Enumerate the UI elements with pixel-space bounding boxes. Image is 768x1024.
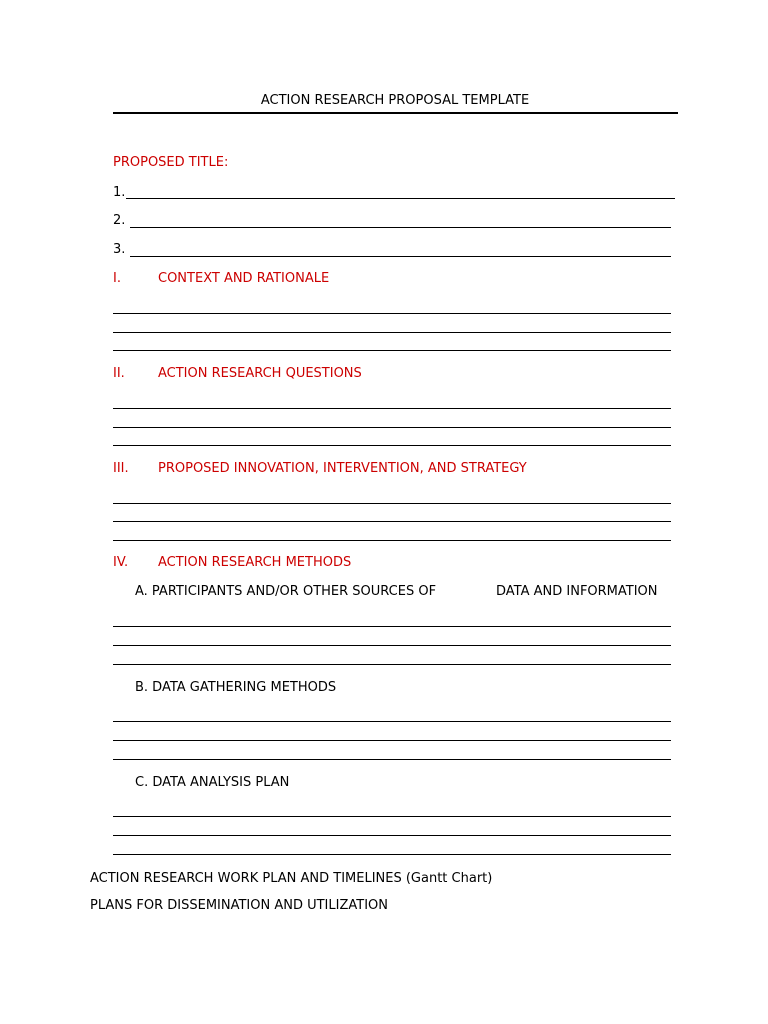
dissemination-label: PLANS FOR DISSEMINATION AND UTILIZATION bbox=[90, 898, 388, 913]
subsection-b-line-1[interactable] bbox=[113, 721, 671, 722]
section-2-line-1[interactable] bbox=[113, 408, 671, 409]
title-item-1-line[interactable] bbox=[126, 198, 675, 199]
subsection-a-line-3[interactable] bbox=[113, 664, 671, 665]
proposed-title-label: PROPOSED TITLE: bbox=[113, 155, 229, 170]
section-4-numeral: IV. bbox=[113, 555, 129, 570]
subsection-a-label: A. PARTICIPANTS AND/OR OTHER SOURCES OF bbox=[135, 584, 437, 599]
title-item-3-line[interactable] bbox=[130, 256, 671, 257]
section-2-line-3[interactable] bbox=[113, 445, 671, 446]
title-underline bbox=[113, 112, 678, 114]
section-1-numeral: I. bbox=[113, 271, 121, 286]
section-3-line-3[interactable] bbox=[113, 540, 671, 541]
title-item-2-number: 2. bbox=[113, 213, 126, 228]
section-1-heading: CONTEXT AND RATIONALE bbox=[158, 271, 330, 286]
section-1-line-3[interactable] bbox=[113, 350, 671, 351]
subsection-c-line-1[interactable] bbox=[113, 816, 671, 817]
subsection-a-line-2[interactable] bbox=[113, 645, 671, 646]
section-2-heading: ACTION RESEARCH QUESTIONS bbox=[158, 366, 362, 381]
section-1-line-1[interactable] bbox=[113, 313, 671, 314]
subsection-c-line-2[interactable] bbox=[113, 835, 671, 836]
section-3-heading: PROPOSED INNOVATION, INTERVENTION, AND STRATEGY bbox=[158, 461, 527, 476]
subsection-b-label: B. DATA GATHERING METHODS bbox=[135, 680, 337, 695]
section-2-line-2[interactable] bbox=[113, 427, 671, 428]
section-2-numeral: II. bbox=[113, 366, 125, 381]
document-title: ACTION RESEARCH PROPOSAL TEMPLATE bbox=[260, 93, 530, 108]
title-item-2-line[interactable] bbox=[130, 227, 671, 228]
subsection-b-line-3[interactable] bbox=[113, 759, 671, 760]
section-4-heading: ACTION RESEARCH METHODS bbox=[158, 555, 352, 570]
section-3-numeral: III. bbox=[113, 461, 129, 476]
section-3-line-2[interactable] bbox=[113, 521, 671, 522]
subsection-b-line-2[interactable] bbox=[113, 740, 671, 741]
title-item-1-number: 1. bbox=[113, 185, 126, 200]
subsection-c-label: C. DATA ANALYSIS PLAN bbox=[135, 775, 290, 790]
section-1-line-2[interactable] bbox=[113, 332, 671, 333]
subsection-a-line-1[interactable] bbox=[113, 626, 671, 627]
subsection-a-label-continued: DATA AND INFORMATION bbox=[496, 584, 658, 599]
work-plan-label: ACTION RESEARCH WORK PLAN AND TIMELINES (Gantt Chart) bbox=[90, 871, 493, 886]
title-item-3-number: 3. bbox=[113, 242, 126, 257]
section-3-line-1[interactable] bbox=[113, 503, 671, 504]
subsection-c-line-3[interactable] bbox=[113, 854, 671, 855]
